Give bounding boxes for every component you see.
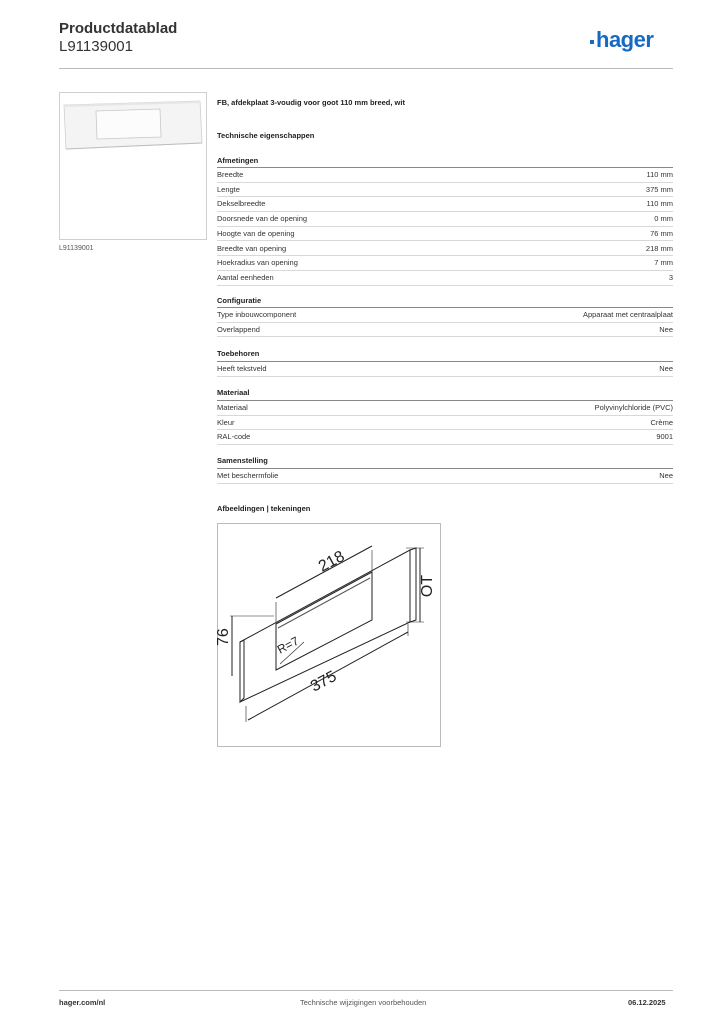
- spec-label: Aantal eenheden: [217, 272, 274, 282]
- dim-label-ot: OT: [419, 574, 436, 598]
- spec-value: 7 mm: [654, 258, 673, 268]
- header-divider: [59, 68, 673, 69]
- spec-row: [217, 168, 673, 183]
- section-title-samenstelling: Samenstelling: [217, 456, 268, 465]
- dim-label-375: 375: [307, 667, 340, 696]
- spec-value: 3: [668, 272, 673, 282]
- footer-divider: [59, 990, 673, 991]
- spec-label: Heeft tekstveld: [217, 364, 267, 373]
- footer-url-link[interactable]: hager.com/nl: [59, 998, 106, 1007]
- spec-row: [217, 401, 673, 416]
- hager-logo: [590, 27, 653, 53]
- footer-date: 06.12.2025: [628, 998, 666, 1007]
- spec-row: [217, 197, 673, 212]
- dim-label-radius: R=7: [274, 633, 302, 657]
- section-title-afmetingen: Afmetingen: [217, 156, 259, 165]
- spec-row: [217, 308, 673, 323]
- spec-row: [217, 212, 673, 227]
- spec-value: 9001: [656, 432, 673, 442]
- spec-label: Doorsnede van de opening: [217, 214, 308, 224]
- spec-label: Materiaal: [217, 403, 248, 412]
- section-title-materiaal: Materiaal: [217, 388, 250, 397]
- product-image: [59, 92, 207, 240]
- spec-value: 375 mm: [645, 184, 673, 194]
- logo-dot-icon: [590, 40, 594, 44]
- spec-label: Breedte: [217, 170, 244, 179]
- product-image-caption: L91139001: [59, 245, 94, 252]
- spec-value: 0 mm: [654, 214, 673, 224]
- spec-label: RAL-code: [217, 432, 251, 442]
- section-title-toebehoren: Toebehoren: [217, 349, 260, 358]
- spec-value: Nee: [659, 364, 673, 373]
- spec-value: 110 mm: [646, 170, 673, 179]
- logo-text: hager: [596, 27, 654, 52]
- dim-label-76: 76: [215, 628, 232, 646]
- spec-row: [217, 469, 673, 484]
- spec-row: [217, 227, 673, 242]
- spec-label: Hoogte van de opening: [217, 228, 295, 238]
- spec-label: Breedte van opening: [217, 243, 287, 253]
- spec-label: Kleur: [217, 417, 235, 427]
- spec-row: [217, 271, 673, 286]
- footer-note: Technische wijzigingen voorbehouden: [300, 998, 427, 1007]
- spec-value: 110 mm: [646, 199, 673, 209]
- technical-drawing: [217, 523, 441, 747]
- spec-row: [217, 183, 673, 198]
- product-code: L91139001: [59, 38, 133, 55]
- spec-value: Polyvinylchloride (PVC): [594, 403, 673, 412]
- spec-value: Nee: [659, 324, 673, 334]
- spec-label: Dekselbreedte: [217, 199, 266, 209]
- spec-value: Crème: [650, 417, 673, 427]
- spec-value: 76 mm: [650, 228, 673, 238]
- spec-row: [217, 323, 673, 338]
- spec-value: Nee: [659, 471, 673, 480]
- spec-value: 218 mm: [645, 243, 673, 253]
- dim-label-218: 218: [315, 547, 348, 576]
- spec-label: Hoekradius van opening: [217, 258, 298, 268]
- spec-row: [217, 430, 673, 445]
- dimension-drawing: [215, 524, 440, 746]
- spec-row: [217, 242, 673, 257]
- document-title: Productdatablad: [59, 20, 178, 37]
- spec-label: Lengte: [217, 184, 240, 194]
- plate-right-edge: [410, 548, 416, 622]
- product-description: FB, afdekplaat 3-voudig voor goot 110 mm breed, wit: [217, 98, 405, 107]
- plate-left-edge: [240, 640, 244, 702]
- spec-row: [217, 416, 673, 431]
- images-heading: Afbeeldingen | tekeningen: [217, 504, 311, 513]
- spec-value: Apparaat met centraalplaat: [582, 310, 673, 319]
- specs-heading: Technische eigenschappen: [217, 131, 315, 140]
- spec-label: Met beschermfolie: [217, 471, 279, 480]
- spec-row: [217, 256, 673, 271]
- spec-label: Overlappend: [217, 324, 260, 334]
- spec-label: Type inbouwcomponent: [217, 310, 297, 319]
- cover-plate-illustration: [60, 93, 206, 239]
- section-title-configuratie: Configuratie: [217, 296, 262, 305]
- spec-row: [217, 362, 673, 377]
- opening-inner-line: [278, 578, 370, 628]
